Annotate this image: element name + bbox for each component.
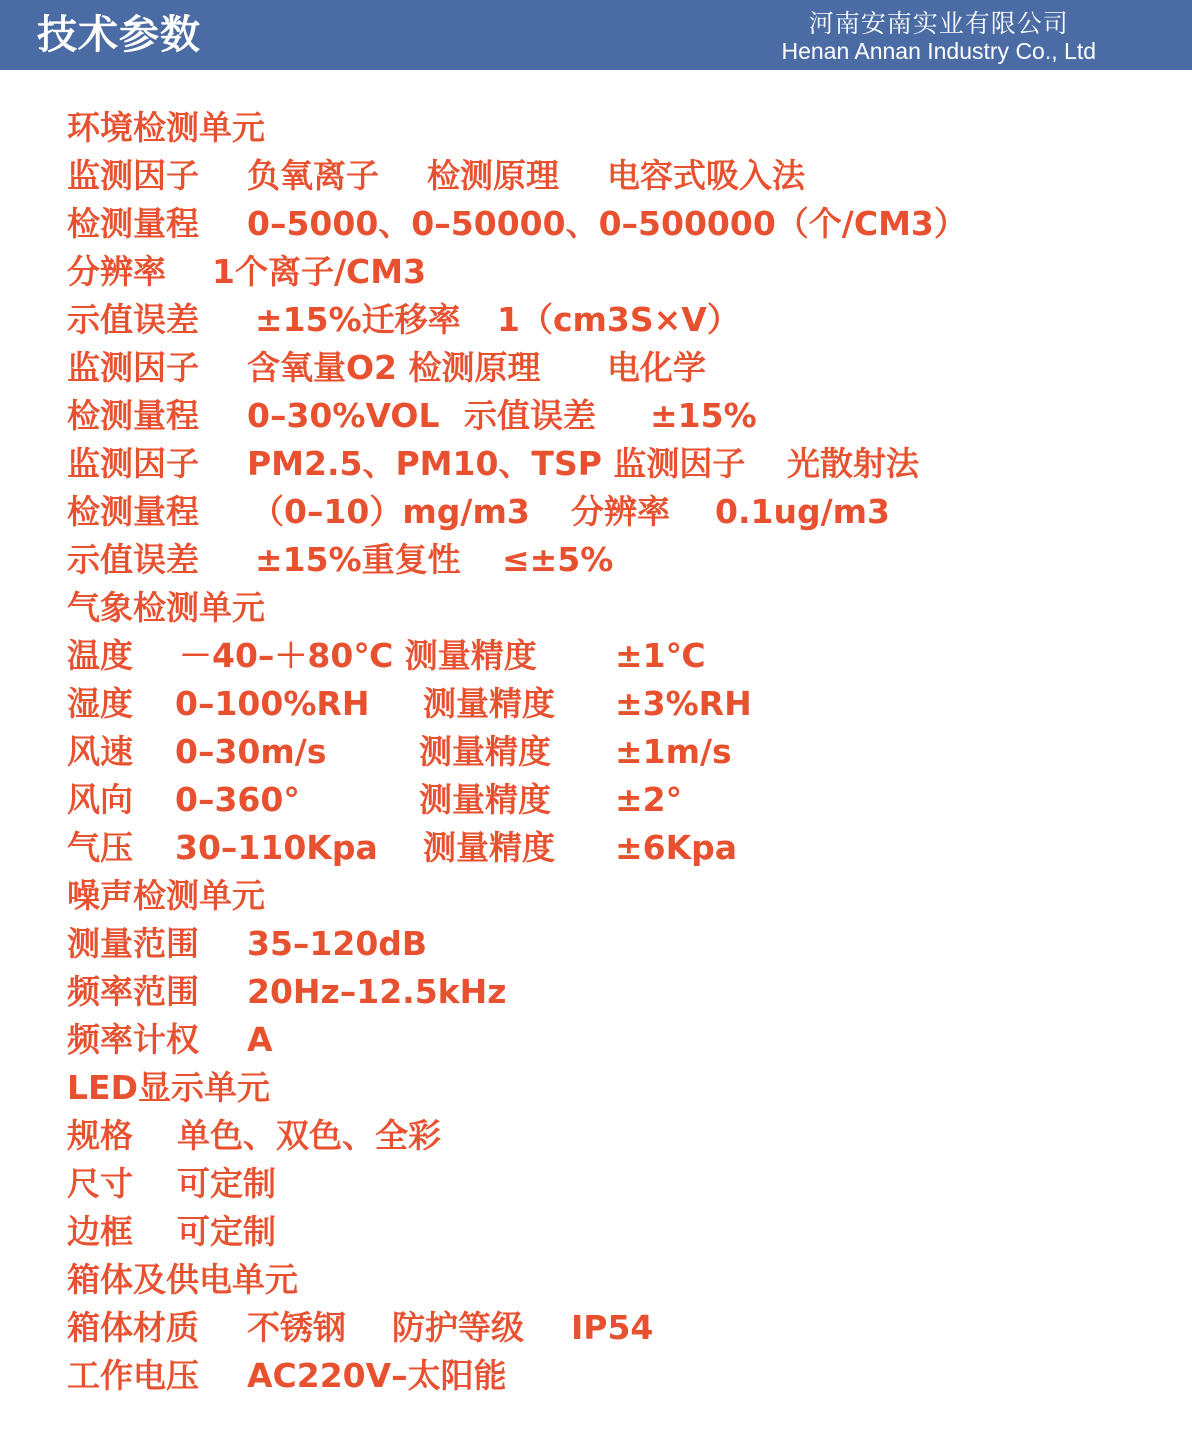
spec-row xyxy=(67,296,1167,344)
spec-label: 频率范围 xyxy=(67,972,199,1011)
spec-value: 含氧量O2 检测原理 xyxy=(247,348,541,387)
spec-row xyxy=(67,824,1167,872)
section-heading: 噪声检测单元 xyxy=(67,876,265,915)
spec-label: 分辨率 xyxy=(571,492,670,531)
spec-value: 30–110Kpa xyxy=(175,828,378,867)
spec-label: 边框 xyxy=(67,1212,133,1251)
spec-value: IP54 xyxy=(571,1308,654,1347)
spec-row xyxy=(67,1208,1167,1256)
spec-value: 1个离子/CM3 xyxy=(212,252,427,291)
spec-value: ±1℃ xyxy=(615,636,706,675)
spec-value: （0–10）mg/m3 xyxy=(251,492,530,531)
spec-row xyxy=(67,584,1167,632)
section-heading: 箱体及供电单元 xyxy=(67,1260,298,1299)
spec-label: 检测量程 xyxy=(67,492,199,531)
spec-value: 0.1ug/m3 xyxy=(715,492,890,531)
spec-row xyxy=(67,680,1167,728)
spec-row xyxy=(67,200,1167,248)
spec-label: 检测原理 xyxy=(427,156,559,195)
spec-value: ±2° xyxy=(615,780,683,819)
spec-value: ±1m/s xyxy=(615,732,732,771)
company-name-english: Henan Annan Industry Co., Ltd xyxy=(781,38,1096,64)
spec-label: 测量精度 xyxy=(419,732,551,771)
spec-label: 监测因子 xyxy=(67,444,199,483)
page-title: 技术参数 xyxy=(37,12,201,58)
spec-row xyxy=(67,248,1167,296)
spec-value: 可定制 xyxy=(177,1164,276,1203)
spec-row xyxy=(67,728,1167,776)
spec-label: 工作电压 xyxy=(67,1356,199,1395)
spec-value: 电化学 xyxy=(607,348,706,387)
spec-value: AC220V–太阳能 xyxy=(247,1356,507,1395)
spec-label: 检测量程 xyxy=(67,396,199,435)
spec-value: ≤±5% xyxy=(502,540,614,579)
spec-label: 气压 xyxy=(67,828,133,867)
spec-value: 负氧离子 xyxy=(247,156,379,195)
spec-row xyxy=(67,488,1167,536)
company-name-chinese: 河南安南实业有限公司 xyxy=(808,9,1069,38)
spec-row xyxy=(67,1256,1167,1304)
spec-label: 示值误差 xyxy=(67,300,199,339)
spec-value: 0–5000、0–50000、0–500000（个/CM3） xyxy=(247,204,967,243)
spec-label: 监测因子 xyxy=(67,156,199,195)
spec-label: 测量精度 xyxy=(419,780,551,819)
spec-row xyxy=(67,1352,1167,1400)
spec-value: 0–30%VOL xyxy=(247,396,440,435)
spec-row xyxy=(67,392,1167,440)
spec-row xyxy=(67,1112,1167,1160)
spec-value: A xyxy=(247,1020,273,1059)
spec-label: 温度 xyxy=(67,636,133,675)
spec-label: 风速 xyxy=(67,732,133,771)
company-name xyxy=(781,10,1096,64)
spec-value: ±15%重复性 xyxy=(255,540,461,579)
spec-label: 监测因子 xyxy=(67,348,199,387)
spec-value: ±6Kpa xyxy=(615,828,738,867)
spec-row xyxy=(67,920,1167,968)
spec-row xyxy=(67,776,1167,824)
spec-row xyxy=(67,968,1167,1016)
spec-row xyxy=(67,1016,1167,1064)
spec-value: PM2.5、PM10、TSP 监测因子 xyxy=(247,444,746,483)
spec-value: 单色、双色、全彩 xyxy=(177,1116,441,1155)
spec-label: 示值误差 xyxy=(67,540,199,579)
spec-label: 风向 xyxy=(67,780,133,819)
spec-row xyxy=(67,632,1167,680)
spec-label: 测量精度 xyxy=(423,684,555,723)
spec-value: 光散射法 xyxy=(787,444,919,483)
spec-label: 湿度 xyxy=(67,684,133,723)
spec-value: 20Hz–12.5kHz xyxy=(247,972,507,1011)
spec-value: 1（cm3S×V） xyxy=(497,300,740,339)
spec-row xyxy=(67,344,1167,392)
spec-label: 防护等级 xyxy=(392,1308,524,1347)
spec-value: 0–30m/s xyxy=(175,732,327,771)
header-bar xyxy=(0,0,1192,70)
spec-value: ±15%迁移率 xyxy=(255,300,461,339)
spec-value: －40–＋80℃ 测量精度 xyxy=(179,636,537,675)
spec-list xyxy=(67,104,1167,1400)
section-heading: 环境检测单元 xyxy=(67,108,265,147)
spec-label: 尺寸 xyxy=(67,1164,133,1203)
section-heading: LED显示单元 xyxy=(67,1068,270,1107)
spec-row xyxy=(67,152,1167,200)
spec-value: 可定制 xyxy=(177,1212,276,1251)
spec-label: 箱体材质 xyxy=(67,1308,199,1347)
spec-row xyxy=(67,440,1167,488)
spec-label: 频率计权 xyxy=(67,1020,199,1059)
spec-label: 规格 xyxy=(67,1116,133,1155)
spec-value: 0–100%RH xyxy=(175,684,370,723)
spec-label: 测量范围 xyxy=(67,924,199,963)
spec-value: 0–360° xyxy=(175,780,300,819)
spec-label: 检测量程 xyxy=(67,204,199,243)
spec-value: ±15% xyxy=(650,396,757,435)
spec-value: 不锈钢 xyxy=(247,1308,346,1347)
spec-label: 示值误差 xyxy=(464,396,596,435)
spec-value: ±3%RH xyxy=(615,684,752,723)
spec-label: 测量精度 xyxy=(423,828,555,867)
spec-row xyxy=(67,1160,1167,1208)
spec-row xyxy=(67,872,1167,920)
spec-row xyxy=(67,536,1167,584)
spec-row xyxy=(67,1064,1167,1112)
spec-value: 35–120dB xyxy=(247,924,428,963)
spec-label: 分辨率 xyxy=(67,252,166,291)
spec-row xyxy=(67,1304,1167,1352)
spec-value: 电容式吸入法 xyxy=(607,156,805,195)
section-heading: 气象检测单元 xyxy=(67,588,265,627)
spec-row xyxy=(67,104,1167,152)
